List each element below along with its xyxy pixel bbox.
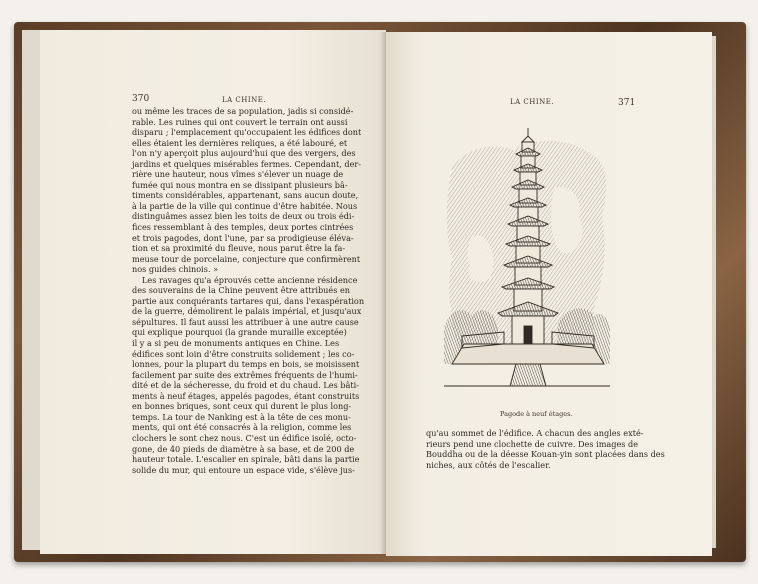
text-line: solide du mur, qui entoure un espace vide, s'élève jus-: [132, 464, 355, 475]
text-line: distinguâmes assez bien les toits de deux ou trois édi-: [132, 211, 355, 222]
text-line: rieurs pend une clochette de cuivre. Des images de: [426, 438, 639, 449]
left-body-text: [132, 106, 386, 475]
text-line: fumée qui nous montra en se dissipant plusieurs bâ-: [132, 179, 348, 190]
text-line: des souverains de la Chine peuvent être attribués en: [132, 285, 351, 296]
text-line: disparu ; l'emplacement qu'occupaient les édifices dont: [132, 127, 362, 138]
page-number-left: 370: [132, 94, 150, 104]
text-line: à la partie de la ville qui continue d'être habitée. Nous: [132, 200, 358, 211]
text-line: elles étaient les dernières reliques, a été labouré, et: [132, 137, 348, 148]
text-line: ments, qui ont été consacrés à la religion, comme les: [132, 422, 352, 433]
page-edges-left: [22, 30, 40, 550]
right-body-text: [426, 428, 666, 470]
text-line: meuse tour de porcelaine, conjecture que confirmèrent: [132, 253, 361, 264]
running-head-left: LA CHINE.: [222, 96, 267, 104]
text-line: hauteur totale. L'escalier en spirale, bâti dans la partie: [132, 454, 360, 465]
text-line: niches, aux côtés de l'escalier.: [426, 459, 551, 470]
running-head-right: LA CHINE.: [510, 98, 555, 106]
text-line: Bouddha ou de la déesse Kouan-yin sont placées dans des: [426, 449, 665, 460]
text-line: temps. La tour de Nanking est à la tête de ces monu-: [132, 411, 351, 422]
page-number-right: 371: [618, 98, 636, 108]
pagoda-engraving: [444, 128, 610, 396]
text-line: Les ravages qu'a éprouvés cette ancienne résidence: [142, 274, 358, 285]
left-page: [40, 30, 386, 554]
text-line: en bonnes briques, sont ceux qui durent le plus long-: [132, 401, 352, 412]
text-line: qui explique pourquoi (la grande muraille exceptée): [132, 327, 347, 338]
text-line: gone, de 40 pieds de diamètre à sa base, et de 200 de: [132, 443, 355, 454]
text-line: ments à neuf étages, appelés pagodes, étant construits: [132, 390, 360, 401]
text-line: timents considérables, appartenant, sans aucun doute,: [132, 190, 359, 201]
text-line: qu'au sommet de l'édifice. A chacun des angles exté-: [426, 428, 644, 438]
text-line: lonnes, pour la plupart du temps en bois, se moisissent: [132, 359, 360, 370]
illustration-caption: Pagode à neuf étages.: [500, 410, 573, 418]
text-line: nos guides chinois. »: [132, 264, 219, 275]
text-line: tion et sa proximité du fleuve, nous parut être la fa-: [132, 243, 346, 254]
text-line: rable. Les ruines qui ont couvert le terrain ont aussi: [132, 116, 348, 127]
text-line: édifices sont loin d'être construits solidement ; les co-: [132, 348, 355, 359]
text-line: l'on n'y aperçoit plus aujourd'hui que des vergers, des: [132, 148, 356, 159]
text-line: rière une hauteur, nous vîmes s'élever un nuage de: [132, 169, 344, 180]
text-line: clochers le sont chez nous. C'est un édifice isolé, octo-: [132, 432, 357, 443]
text-line: et trois pagodes, dont l'une, par sa prodigieuse éléva-: [132, 232, 354, 243]
text-line: jardins et quelques misérables fermes. Cependant, der-: [132, 158, 362, 169]
text-line: de la guerre, démolirent le palais impérial, et jusqu'aux: [132, 306, 362, 317]
text-line: ou même les traces de sa population, jadis si considé-: [132, 106, 354, 116]
text-line: fices ressemblant à des temples, deux portes cintrées: [132, 222, 354, 233]
text-line: dité et de la sécheresse, du froid et du chaud. Les bâti-: [132, 380, 359, 391]
text-line: facilement par suite des extrêmes fréquents de l'humi-: [132, 369, 358, 380]
text-line: partie aux conquérants tartares qui, dans l'exaspération: [132, 295, 365, 306]
text-line: il y a si peu de monuments antiques en Chine. Les: [132, 338, 340, 349]
text-line: sépultures. Il faut aussi les attribuer à une autre cause: [132, 316, 359, 327]
